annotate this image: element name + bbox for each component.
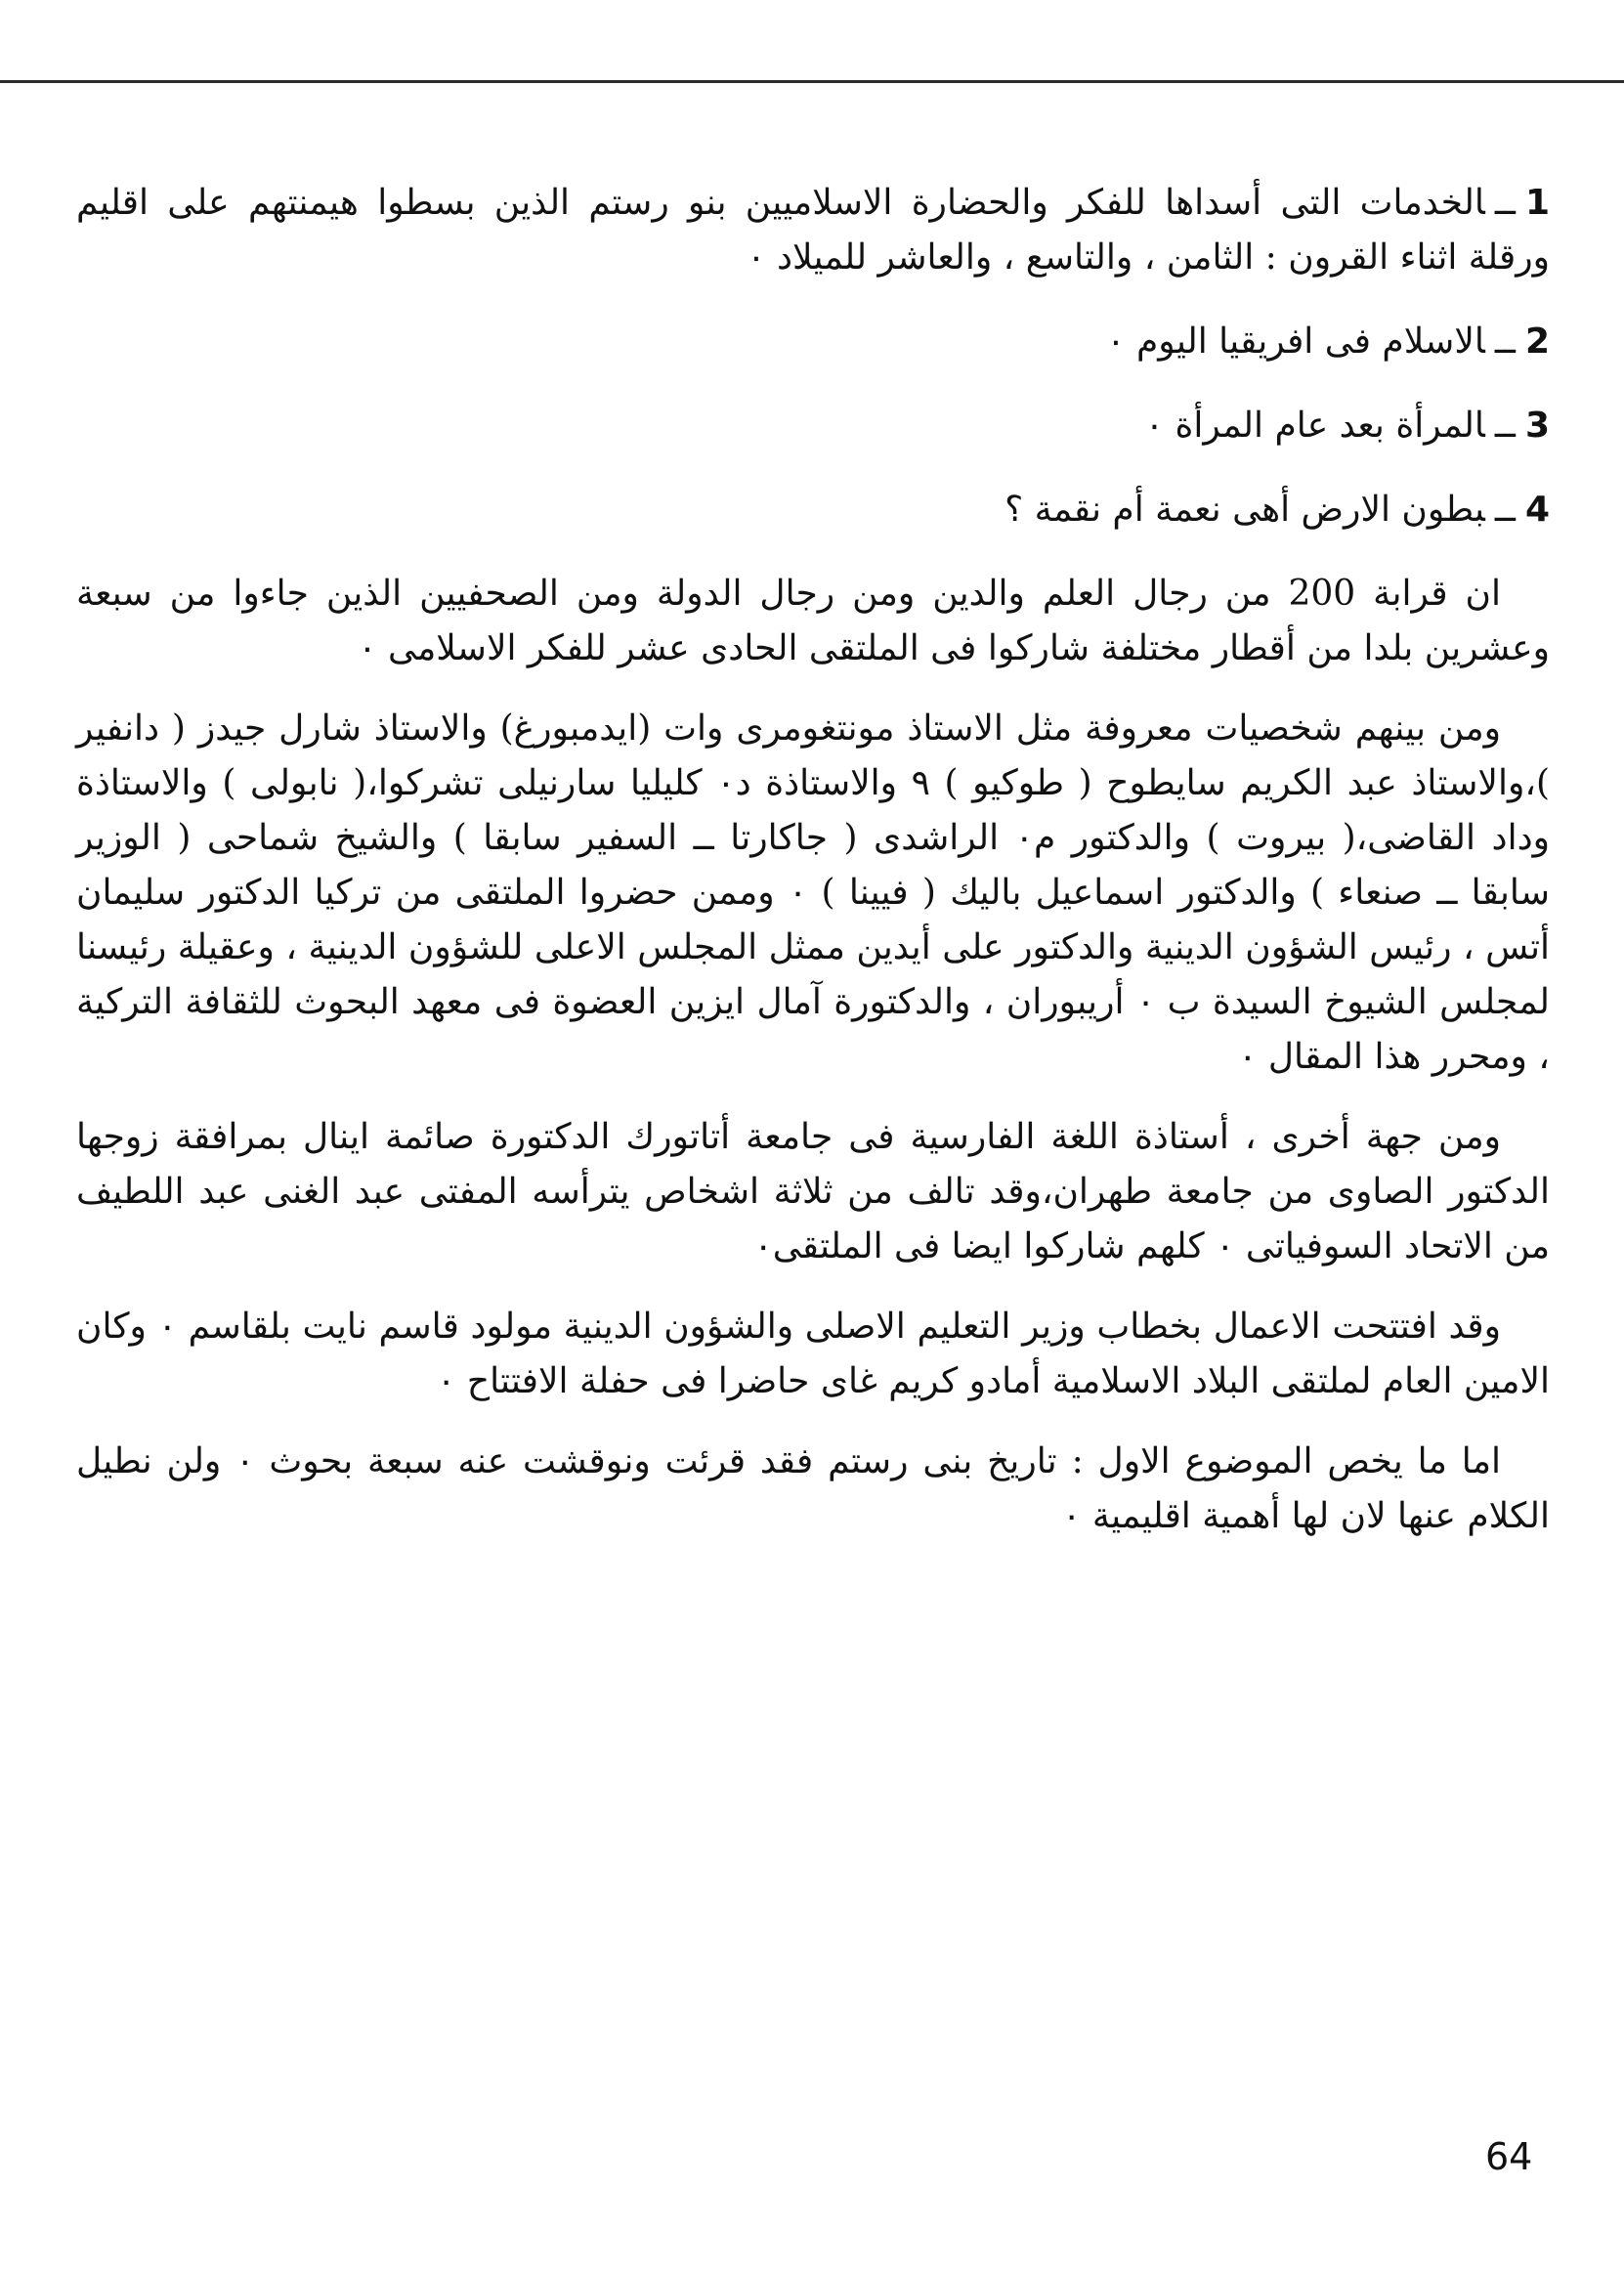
list-item-number: 4 (1524, 490, 1550, 530)
list-item-dash: ــ (1494, 406, 1516, 446)
paragraph-notable-participants: ومن بينهم شخصيات معروفة مثل الاستاذ مونتغومرى وات (ايدمبورغ) والاستاذ شارل جيدز ( دانفير )،والاستاذ عبد الكريم سايطوح ( طوكيو ) ٩ والاستاذة د٠ كليليا سارنيلى تشركوا،( نابولى ) والاستاذة وداد القاضى،( بيروت ) والدكتور م٠ الراشدى ( جاكارتا ــ السفير سابقا ) والشيخ شماحى ( الوزير سابقا ــ صنعاء ) والدكتور اسماعيل باليك ( فيينا ) ٠ وممن حضروا الملتقى من تركيا الدكتور سليمان أتس ، رئيس الشؤون الدينية والدكتور على أيدين ممثل المجلس الاعلى للشؤون الدينية ، وعقيلة رئيسنا لمجلس الشيوخ السيدة ب ٠ أريبوران ، والدكتورة آمال ايزين العضوة فى معهد البحوث للثقافة التركية ، ومحرر هذا المقال ٠ (76, 708, 1551, 1077)
list-item-dash: ــ (1494, 490, 1516, 530)
list-item (76, 315, 1550, 369)
numbered-topic-list (76, 176, 1550, 537)
list-item (76, 483, 1550, 537)
list-item-number: 2 (1524, 322, 1550, 362)
list-item-text: بطون الارض أهى نعمة أم نقمة ؟ (1004, 490, 1485, 530)
list-item-dash: ــ (1494, 183, 1516, 223)
page-number: 64 (1485, 2135, 1533, 2178)
list-item (76, 176, 1550, 285)
list-item-number: 3 (1524, 406, 1550, 446)
page-body (76, 176, 1550, 1569)
header-rule (0, 80, 1624, 83)
list-item (76, 399, 1550, 453)
paragraph-first-topic: اما ما يخص الموضوع الاول : تاريخ بنى رستم فقد قرئت ونوقشت عنه سبعة بحوث ٠ ولن نطيل الكلام عنها لان لها أهمية اقليمية ٠ (76, 1441, 1550, 1536)
paragraph-participants-count: ان قرابة 200 من رجال العلم والدين ومن رجال الدولة ومن الصحفيين الذين جاءوا من سبعة وعشرين بلدا من أقطار مختلفة شاركوا فى الملتقى الحادى عشر للفكر الاسلامى ٠ (76, 574, 1550, 668)
paragraph-opening-session: وقد افتتحت الاعمال بخطاب وزير التعليم الاصلى والشؤون الدينية مولود قاسم نايت بلقاسم ٠ وكان الامين العام لملتقى البلاد الاسلامية أمادو كريم غاى حاضرا فى حفلة الافتتاح ٠ (76, 1307, 1550, 1401)
list-item-text: المرأة بعد عام المرأة ٠ (1144, 406, 1485, 446)
paragraph-other-delegations: ومن جهة أخرى ، أستاذة اللغة الفارسية فى جامعة أتاتورك الدكتورة صائمة اينال بمرافقة زوجها الدكتور الصاوى من جامعة طهران،وقد تالف من ثلاثة اشخاص يترأسه المفتى عبد الغنى عبد اللطيف من الاتحاد السوفياتى ٠ كلهم شاركوا ايضا فى الملتقى٠ (76, 1117, 1550, 1266)
list-item-text: الخدمات التى أسداها للفكر والحضارة الاسلاميين بنو رستم الذين بسطوا هيمنتهم على اقليم ورقلة اثناء القرون : الثامن ، والتاسع ، والعاشر للميلاد ٠ (76, 183, 1550, 278)
list-item-number: 1 (1524, 183, 1550, 223)
list-item-text: الاسلام فى افريقيا اليوم ٠ (1106, 322, 1485, 362)
list-item-dash: ــ (1494, 322, 1516, 362)
